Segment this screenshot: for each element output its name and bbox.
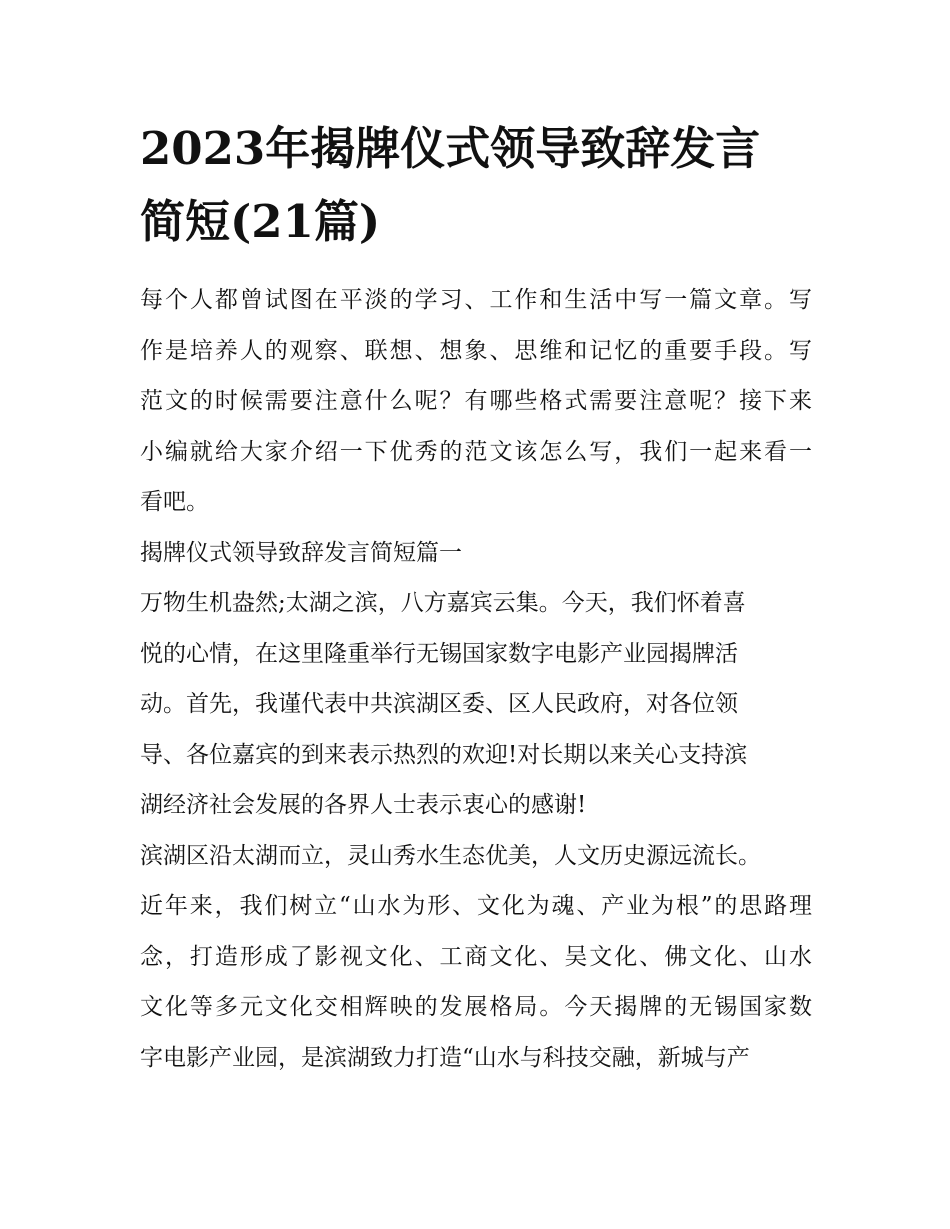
document-body	[140, 275, 812, 1083]
text-line: 看吧。	[140, 489, 209, 515]
text-line: 字电影产业园，是滨湖致力打造“山水与科技交融，新城与产	[140, 1044, 750, 1071]
text-line: 小编就给大家介绍一下优秀的范文该怎么写，我们一起来看一	[140, 438, 812, 465]
text-line: 动。首先，我谨代表中共滨湖区委、区人民政府，对各位领	[140, 691, 738, 717]
intro-paragraph	[140, 275, 812, 528]
section-heading	[140, 528, 812, 579]
text-line: 悦的心情，在这里隆重举行无锡国家数字电影产业园揭牌活	[140, 640, 738, 667]
text-line: 范文的时候需要注意什么呢？有哪些格式需要注意呢？接下来	[140, 388, 812, 414]
paragraph-1	[140, 578, 812, 831]
paragraph-2	[140, 831, 812, 1084]
document-title	[140, 112, 820, 258]
text-line: 导、各位嘉宾的到来表示热烈的欢迎!对长期以来关心支持滨	[140, 741, 748, 768]
text-line: 每个人都曾试图在平淡的学习、工作和生活中写一篇文章。写	[140, 287, 812, 313]
text-line: 万物生机盎然;太湖之滨，八方嘉宾云集。今天，我们怀着喜	[140, 590, 746, 616]
text-line: 湖经济社会发展的各界人士表示衷心的感谢!	[140, 792, 587, 818]
text-line: 近年来，我们树立“山水为形、文化为魂、产业为根”的思路理	[140, 893, 812, 919]
text-line: 文化等多元文化交相辉映的发展格局。今天揭牌的无锡国家数	[140, 994, 812, 1020]
title-line: 简短(21篇)	[140, 195, 381, 248]
text-line: 念，打造形成了影视文化、工商文化、吴文化、佛文化、山水	[140, 943, 812, 970]
text-line: 滨湖区沿太湖而立，灵山秀水生态优美，人文历史源远流长。	[140, 842, 761, 869]
text-line: 作是培养人的观察、联想、想象、思维和记忆的重要手段。写	[140, 337, 812, 364]
section-heading-text: 揭牌仪式领导致辞发言简短篇一	[140, 539, 462, 566]
title-line: 2023年揭牌仪式领导致辞发言	[140, 122, 761, 175]
